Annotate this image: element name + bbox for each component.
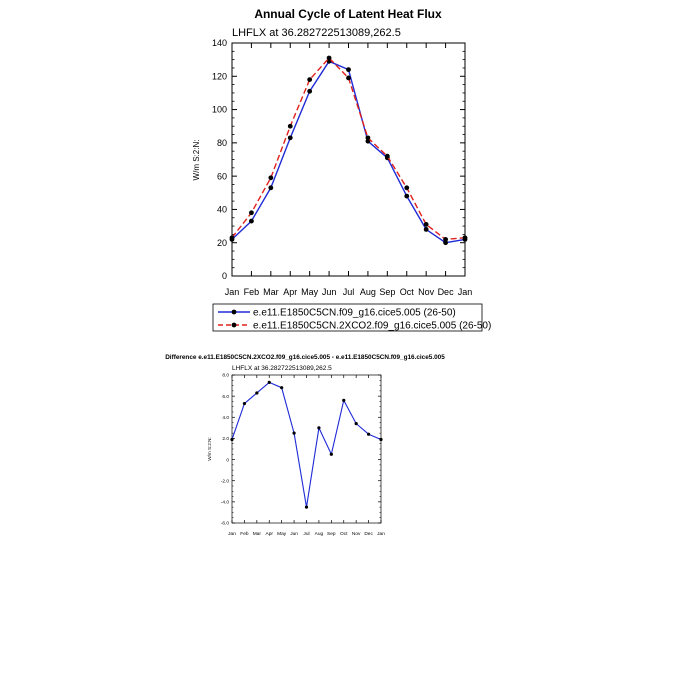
chart1-xtick-label: Aug <box>359 287 376 297</box>
chart2-subtitle: LHFLX at 36.282722513089,262.5 <box>232 365 332 372</box>
chart2-ytick-label: -4.0 <box>220 500 229 506</box>
chart2-series-line-1 <box>232 382 381 507</box>
chart2-series-1-point <box>342 399 345 402</box>
chart2-xtick-label: Jun <box>290 532 298 537</box>
chart2-series-1-point <box>280 386 283 389</box>
chart2-ytick-label: 8.0 <box>222 373 229 379</box>
chart1-series-1-point <box>249 219 254 224</box>
chart1-series-2-point <box>366 135 371 140</box>
chart2-series-1-point <box>355 422 358 425</box>
chart2-series-1-point <box>230 438 233 441</box>
chart1-xtick-label: Jan <box>224 287 240 297</box>
chart1-xtick-label: Feb <box>243 287 260 297</box>
chart1-series-2-point <box>307 77 312 82</box>
chart2-ytick-label: 4.0 <box>222 415 229 421</box>
chart2-xtick-label: Nov <box>351 532 361 537</box>
chart2-xtick-label: Jan <box>377 532 385 537</box>
chart1-title: Annual Cycle of Latent Heat Flux <box>254 7 442 21</box>
chart1-series-2-point <box>463 235 468 240</box>
chart2-ytick-label: 2.0 <box>222 437 229 443</box>
chart2-xtick-label: Dec <box>364 532 373 537</box>
chart1-xtick-label: May <box>301 287 319 297</box>
legend-marker-series-b <box>232 323 237 328</box>
chart2-xtick-label: Aug <box>314 532 324 537</box>
chart1-series-2-point <box>288 124 293 129</box>
chart2-axes <box>221 373 385 537</box>
chart2-ytick-label: 6.0 <box>222 394 229 400</box>
chart1-xtick-label: Mar <box>263 287 279 297</box>
legend-entry-series-a <box>218 308 456 319</box>
chart1-xtick-label: Jul <box>342 287 355 297</box>
chart1-xtick-label: Nov <box>418 287 435 297</box>
chart1-ytick-label: 140 <box>211 38 227 49</box>
latent-heat-flux-chart <box>192 7 491 332</box>
chart1-xtick-label: Dec <box>437 287 454 297</box>
chart1-xtick-label: Apr <box>283 287 298 297</box>
legend-label-series-b: e.e11.E1850C5CN.2XCO2.f09_g16.cice5.005 (26-50) <box>253 320 492 332</box>
chart2-ytick-label: -2.0 <box>220 479 229 485</box>
chart2-xtick-label: May <box>277 532 287 537</box>
chart1-subtitle: LHFLX at 36.282722513089,262.5 <box>232 27 401 39</box>
chart2-series-1-point <box>255 391 258 394</box>
chart1-series-1-point <box>307 89 312 94</box>
chart1-ytick-label: 80 <box>216 138 227 149</box>
chart2-series-layer <box>230 381 382 509</box>
chart1-axes <box>212 38 472 297</box>
chart2-xtick-label: Feb <box>240 532 249 537</box>
chart1-ytick-label: 0 <box>221 271 227 282</box>
chart1-series-layer <box>230 56 468 246</box>
chart2-xtick-label: Jul <box>303 532 310 537</box>
chart2-series-1-point <box>243 402 246 405</box>
chart2-series-1-point <box>379 438 382 441</box>
chart1-xtick-label: Oct <box>399 287 414 297</box>
chart2-series-1-point <box>292 432 295 435</box>
legend-marker-series-a <box>232 310 237 315</box>
chart2-ytick-label: -6.0 <box>220 521 229 527</box>
chart1-xtick-label: Sep <box>379 287 396 297</box>
chart1-xtick-label: Jan <box>457 287 473 297</box>
chart1-ylabel: W/m S:2:N: <box>192 139 201 181</box>
chart2-series-1-point <box>330 453 333 456</box>
chart1-ytick-label: 100 <box>211 104 227 115</box>
chart2-xtick-label: Mar <box>252 532 261 537</box>
chart1-ytick-label: 20 <box>216 237 227 248</box>
chart1-series-2-point <box>424 222 429 227</box>
chart1-series-1-point <box>268 185 273 190</box>
chart1-series-line-2 <box>232 58 465 239</box>
chart1-series-1-point <box>424 227 429 232</box>
chart1-series-line-1 <box>232 61 465 242</box>
legend-entry-series-b <box>218 321 491 332</box>
chart2-xtick-label: Apr <box>265 532 273 537</box>
chart1-series-2-point <box>327 56 332 61</box>
chart2-title: Difference e.e11.E1850C5CN.2XCO2.f09_g16.cice5.005 - e.e11.E1850C5CN.f09_g16.cice5.005 <box>165 354 445 361</box>
chart1-legend <box>213 304 491 332</box>
chart1-xtick-label: Jun <box>321 287 337 297</box>
chart1-ytick-label: 120 <box>211 71 227 82</box>
chart2-series-1-point <box>268 381 271 384</box>
chart2-ylabel: W/m S:2:N: <box>207 437 212 461</box>
legend-label-series-a: e.e11.E1850C5CN.f09_g16.cice5.005 (26-50) <box>253 307 456 319</box>
chart2-series-1-point <box>367 433 370 436</box>
chart2-xtick-label: Jan <box>228 532 236 537</box>
chart2-xtick-label: Sep <box>327 532 336 537</box>
chart1-series-2-point <box>230 235 235 240</box>
chart2-series-1-point <box>317 426 320 429</box>
chart1-series-2-point <box>268 175 273 180</box>
chart2-ytick-label: 0 <box>226 458 229 464</box>
chart1-ytick-label: 40 <box>216 204 227 215</box>
chart1-series-2-point <box>249 210 254 215</box>
chart1-series-1-point <box>288 135 293 140</box>
chart1-series-2-point <box>404 185 409 190</box>
chart2-plot-frame <box>232 375 381 523</box>
chart1-series-2-point <box>443 237 448 242</box>
chart2-xtick-label: Oct <box>340 532 348 537</box>
chart1-series-2-point <box>385 154 390 159</box>
difference-chart <box>165 354 445 537</box>
chart1-ytick-label: 60 <box>216 171 227 182</box>
chart1-series-2-point <box>346 76 351 81</box>
chart1-series-1-point <box>404 194 409 199</box>
chart2-series-1-point <box>305 506 308 509</box>
chart1-series-1-point <box>346 67 351 72</box>
